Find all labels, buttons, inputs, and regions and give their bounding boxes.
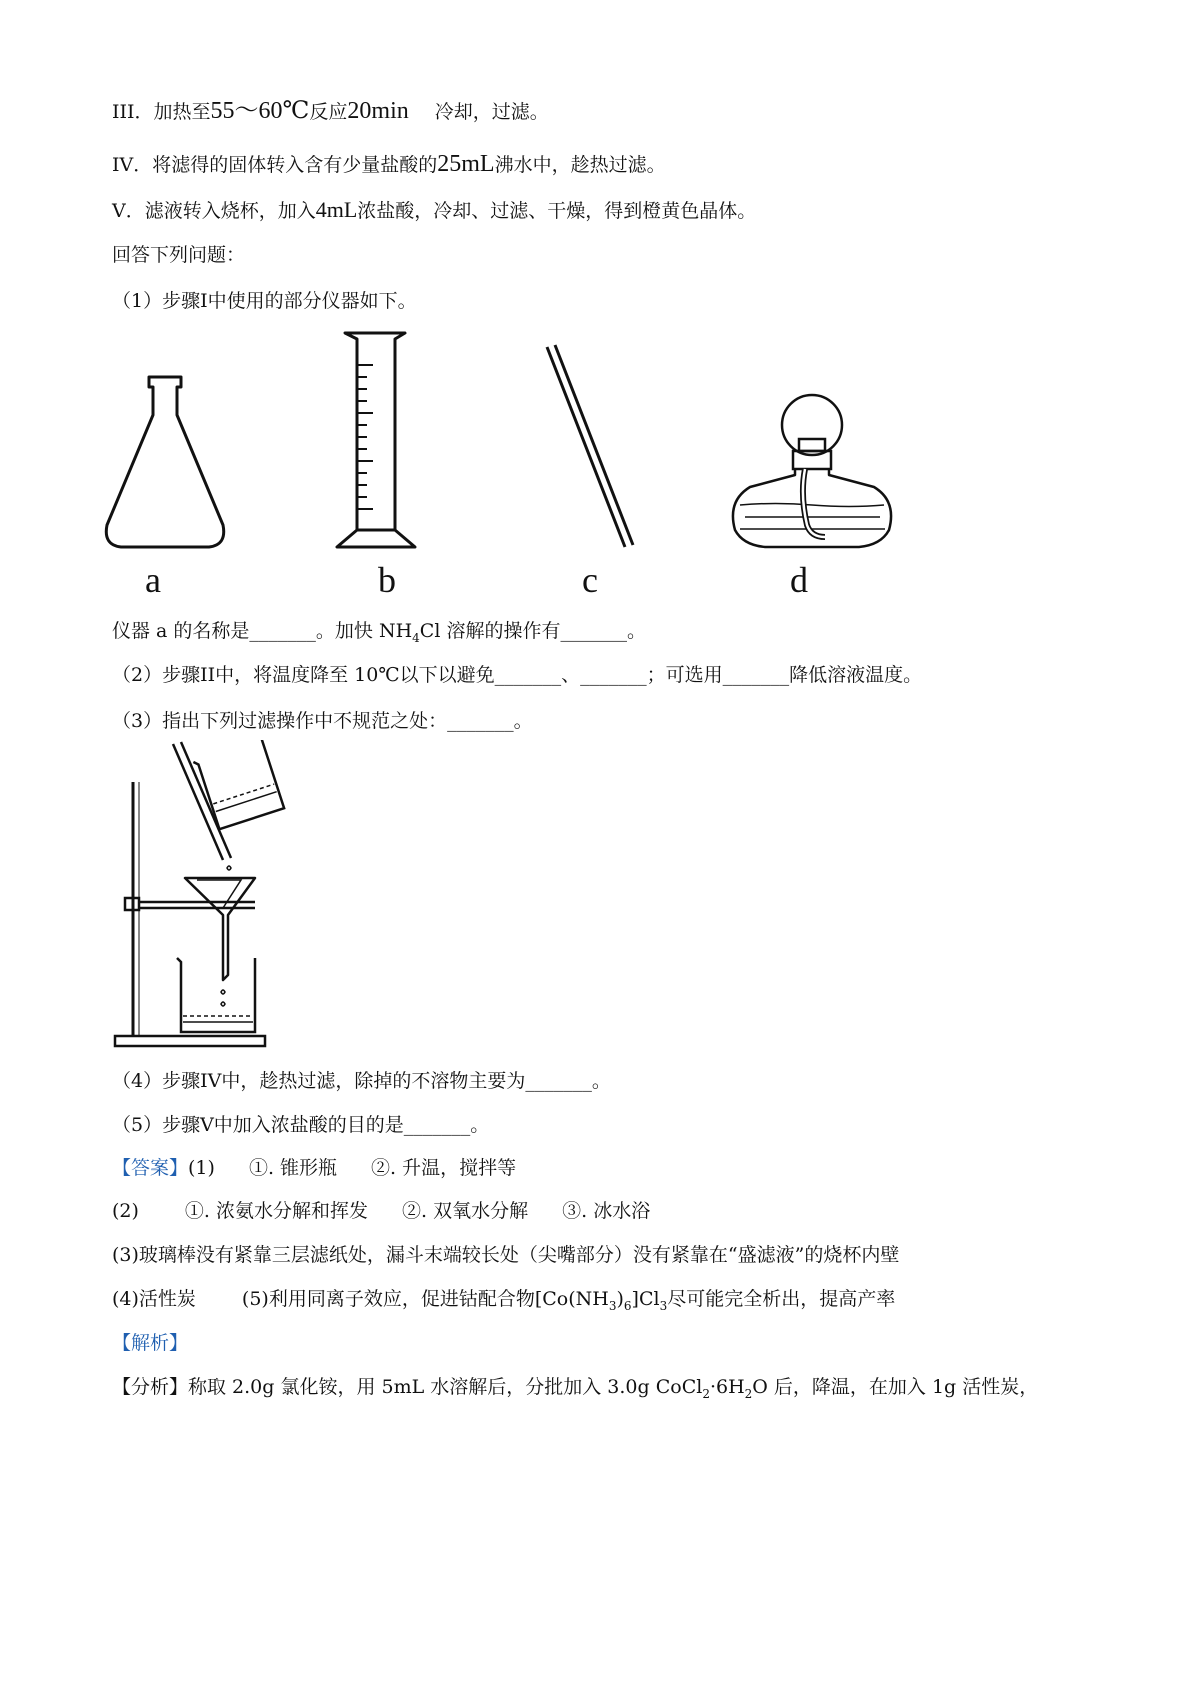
- answer-5-sub-6: 6: [623, 1298, 632, 1313]
- step-4-suffix: 沸水中，趁热过滤。: [494, 154, 666, 176]
- step-5-prefix: V．滤液转入烧杯，加入: [112, 200, 316, 222]
- answer-2-part-3: ③. 冰水浴: [562, 1200, 651, 1222]
- step-3-prefix: III．加热至: [112, 101, 211, 123]
- erlenmeyer-flask-icon: [106, 377, 223, 547]
- step-3-temp: 55～60℃: [210, 98, 310, 124]
- answer-2-num: (2): [112, 1200, 139, 1222]
- analysis-part-b: ·6H: [709, 1376, 745, 1398]
- pouring-beaker-icon: [193, 740, 284, 830]
- answer-1-part-2: ②. 升温，搅拌等: [371, 1157, 517, 1179]
- q1-intro: （1）步骤I中使用的部分仪器如下。: [112, 290, 417, 312]
- analysis-part-a: 【分析】称取 2.0g 氯化铵，用 5mL 水溶解后，分批加入 3.0g CoCl: [112, 1376, 703, 1398]
- label-b: b: [378, 560, 396, 600]
- analysis-part-c: O 后，降温，在加入 1g 活性炭，: [752, 1376, 1039, 1398]
- step-4-volume: 25mL: [437, 151, 495, 177]
- q5-text: （5）步骤V中加入浓盐酸的目的是_______。: [112, 1114, 490, 1136]
- answer-5-part-a: (5)利用同离子效应，促进钴配合物[Co(NH: [241, 1288, 609, 1310]
- q2-text: （2）步骤II中，将温度降至 10℃以下以避免_______、_______；可选用_______降低溶液温度。: [112, 664, 923, 686]
- prompt-text: 回答下列问题：: [112, 244, 246, 266]
- step-3-line: [112, 98, 549, 125]
- step-4-line: [112, 151, 666, 178]
- answer-line-2: [112, 1198, 650, 1224]
- answer-5-sub-3b: 3: [659, 1298, 668, 1313]
- answer-line-4: [112, 1286, 895, 1319]
- analysis-text: [112, 1374, 1038, 1407]
- answer-1-part-1: ①. 锥形瓶: [248, 1157, 338, 1179]
- analysis-sub-2: 2: [702, 1386, 710, 1401]
- label-a: a: [145, 560, 161, 600]
- step-5-suffix: 浓盐酸，冷却、过滤、干燥，得到橙黄色晶体。: [357, 200, 757, 222]
- answer-5-part-d: 尽可能完全析出，提高产率: [667, 1288, 896, 1310]
- step-4-prefix: IV．将滤得的固体转入含有少量盐酸的: [112, 154, 438, 176]
- answer-line-1: [112, 1155, 516, 1181]
- answer-tag: 【答案】: [112, 1157, 189, 1179]
- q3-text: （3）指出下列过滤操作中不规范之处：_______。: [112, 710, 533, 732]
- graduated-cylinder-icon: [337, 333, 415, 547]
- analysis-sub-2b: 2: [744, 1386, 753, 1401]
- step-3-time: 20min: [347, 98, 409, 124]
- step-3-mid: 反应: [309, 101, 348, 123]
- glass-rod-icon: [547, 345, 633, 547]
- alcohol-lamp-icon: [733, 395, 891, 547]
- beaker-bottom-icon: [177, 958, 255, 1032]
- answer-4: (4)活性炭: [112, 1288, 196, 1310]
- answer-5-sub-3: 3: [608, 1298, 617, 1313]
- step-3-suffix: 冷却，过滤。: [434, 101, 549, 123]
- answer-2-part-2: ②. 双氧水分解: [402, 1200, 529, 1222]
- answer-2-part-1: ①. 浓氨水分解和挥发: [184, 1200, 369, 1222]
- q4-text: （4）步骤IV中，趁热过滤，除掉的不溶物主要为_______。: [112, 1070, 611, 1092]
- stand-base-icon: [115, 1036, 265, 1046]
- answer-1-num: (1): [188, 1157, 215, 1179]
- step-5-line: [112, 197, 756, 224]
- label-d: d: [790, 560, 808, 600]
- q1-subscript: 4: [412, 630, 420, 645]
- q1-text-part-a: 仪器 a 的名称是_______。加快 NH: [112, 620, 413, 642]
- apparatus-figure: [95, 325, 955, 610]
- pour-rod-icon: [173, 744, 223, 860]
- funnel-icon: [185, 878, 255, 980]
- analysis-tag: 【解析】: [112, 1332, 189, 1354]
- answer-5-part-b: ): [616, 1288, 624, 1310]
- filtration-figure: [105, 740, 405, 1060]
- label-c: c: [582, 560, 598, 600]
- answer-line-3: (3)玻璃棒没有紧靠三层滤纸处，漏斗末端较长处（尖嘴部分）没有紧靠在“盛滤液”的烧杯内壁: [112, 1244, 900, 1266]
- q1-text-part-b: Cl 溶解的操作有_______。: [419, 620, 646, 642]
- q1-text: [112, 618, 646, 651]
- step-5-volume: 4mL: [315, 197, 358, 222]
- answer-5-part-c: ]Cl: [631, 1288, 660, 1310]
